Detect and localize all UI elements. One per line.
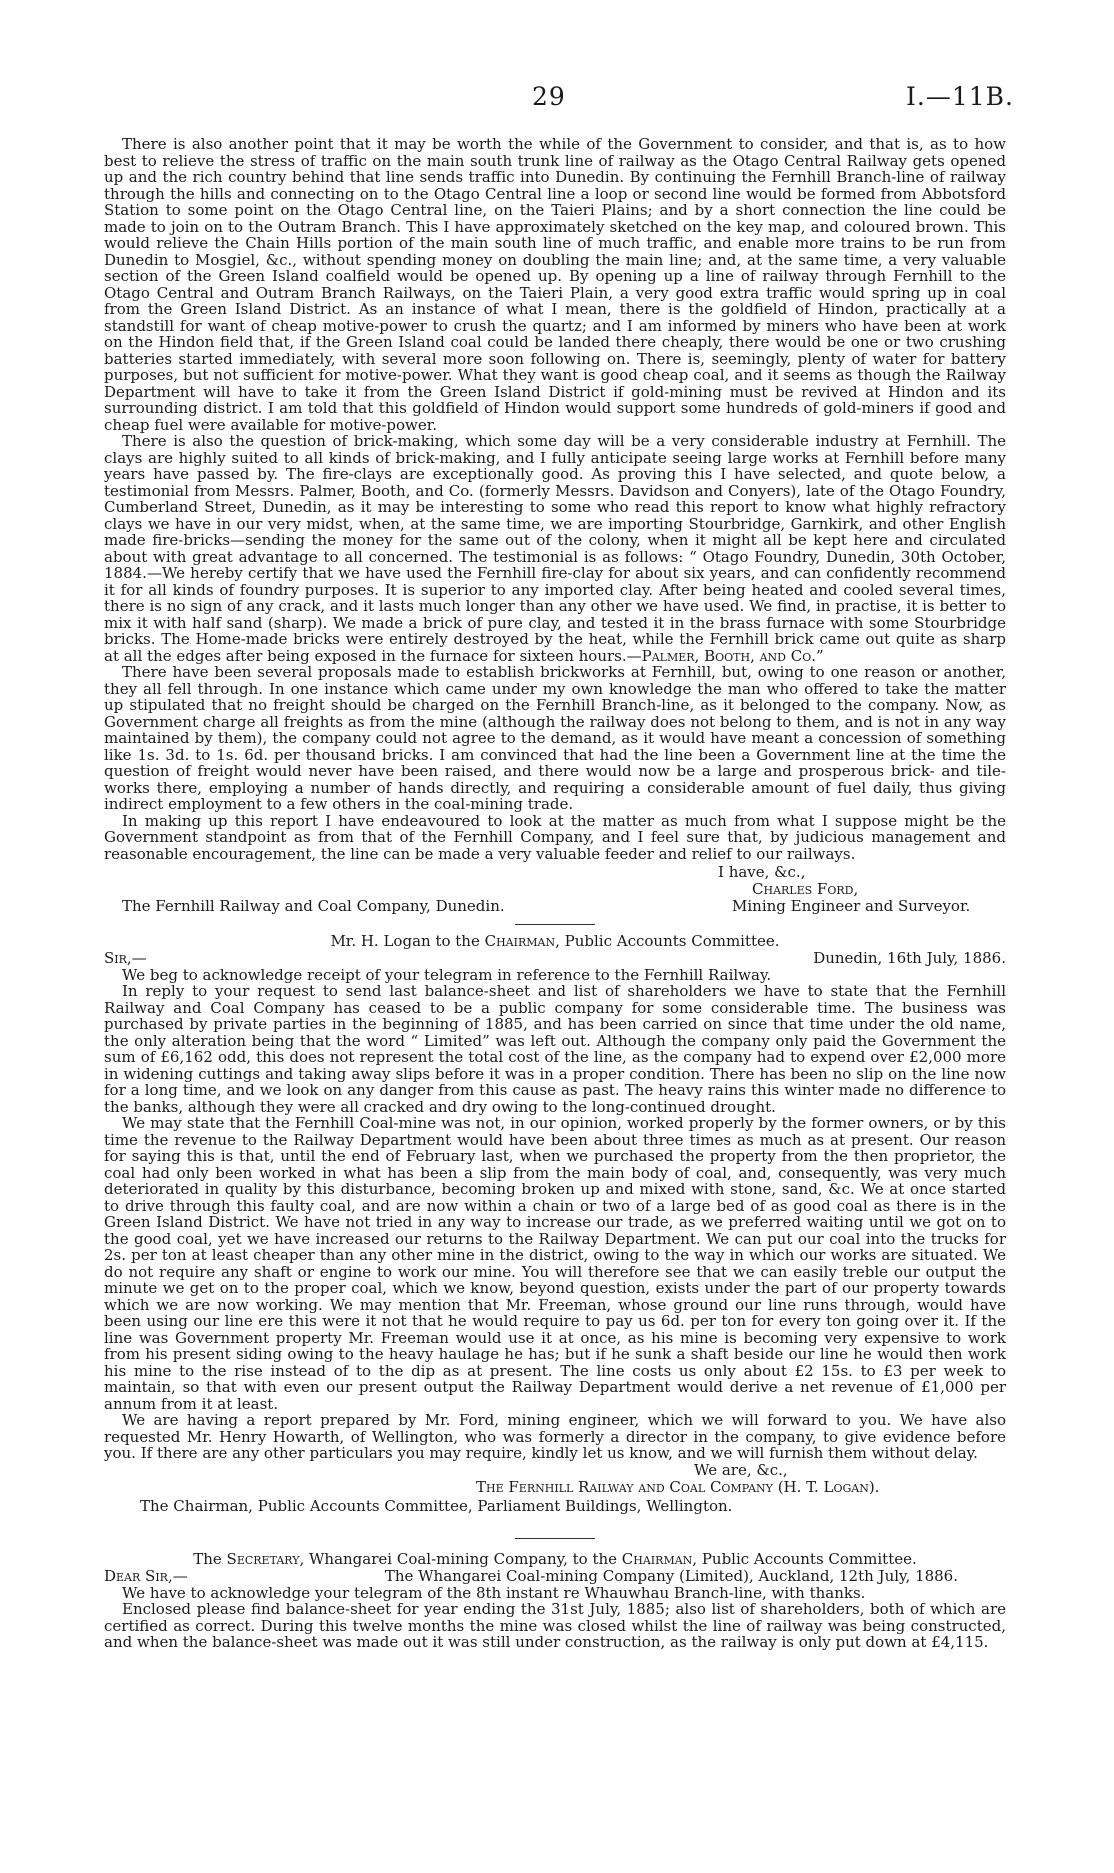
heading-chairman: Chairman — [484, 932, 556, 950]
heading-rest: , Public Accounts Committee. — [555, 932, 780, 950]
section-divider — [515, 1538, 595, 1539]
page-header — [0, 82, 1114, 112]
salutation-row — [104, 1568, 1006, 1585]
testimonial-signature: Palmer, Booth, and Co.” — [641, 646, 824, 665]
addressee: The Chairman, Public Accounts Committee, Parliament Buildings, Wellington. — [140, 1496, 733, 1515]
heading-middle: , Whangarei Coal-mining Company, to the — [299, 1550, 622, 1568]
place-date: The Whangarei Coal-mining Company (Limited), Auckland, 12th July, 1886. — [384, 1566, 958, 1585]
paragraph: We beg to acknowledge receipt of your telegram in reference to the Fernhill Railway. — [122, 965, 772, 984]
signatory-name: Charles Ford, — [752, 880, 859, 898]
signatory-title: Mining Engineer and Surveyor. — [732, 897, 971, 915]
paragraph: We have to acknowledge your telegram of the 8th instant re Whauwhau Branch-line, with thanks. — [122, 1583, 866, 1602]
paragraph: In reply to your request to send last balance-sheet and list of shareholders we have to state that the Fernhill Railway and Coal Company has ceased to be a public company for some considerable time. The business was purchased by private parties in the beginning of 1885, and has been carried on since that time under the old name, the only alteration being that the word “ Limited” was left out. Although the company only paid the Government the sum of £6,162 odd, this does not represent the total cost of the line, as the company had to expend over £2,000 more in widening cuttings and taking away slips before it was in a proper condition. There has been no slip on the line now for a long time, and we look on any danger from this cause as past. The heavy rains this winter made no difference to the banks, although they were all cracked and dry owing to the long-continued drought. — [104, 982, 1006, 1116]
page-body — [104, 136, 1006, 1651]
salutation: Sir,— — [104, 948, 147, 967]
paragraph: We are having a report prepared by Mr. Ford, mining engineer, which we will forward to you. We have also requested Mr. Henry Howarth, of Wellington, who was formerly a director in the company, to give evidence before you. If there are any other particulars you may require, kindly let us know, and we will furnish them without delay. — [104, 1411, 1006, 1462]
signatory-name: The Fernhill Railway and Coal Company (H. T. Logan). — [476, 1477, 880, 1496]
salutation-row — [104, 950, 1006, 967]
heading-from: Mr. H. Logan — [330, 932, 431, 950]
address-row — [104, 898, 1006, 916]
page-number: 29 — [532, 82, 566, 111]
paragraph: We may state that the Fernhill Coal-mine was not, in our opinion, worked properly by the former owners, or by this time the revenue to the Railway Department would have been about three times as much as at present. Our reason for saying this is that, until the end of February last, when we purchased the property from the then proprietor, the coal had only been worked in what has been a slip from the main body of coal, and, consequently, was very much deteriorated in quality by this disturbance, becoming broken up and mixed with stone, sand, &c. We at once started to drive through this faulty coal, and are now within a chain or two of a large bed of as good coal as there is in the Green Island District. We have not tried in any way to increase our trade, as we preferred waiting until we got on to the good coal, yet we have increased our returns to the Railway Department. We can put our coal into the trucks for 2s. per ton at least cheaper than any other mine in the district, owing to the way in which our works are situated. We do not require any shaft or engine to work our mine. You will therefore see that we can easily treble our output the minute we get on to the proper coal, which we know, beyond question, exists under the part of our property towards which we are now working. We may mention that Mr. Freeman, whose ground our line runs through, would have been using our line ere this were it not that he would require to pay us 6d. per ton for every ton going over it. If the line was Government property Mr. Freeman would use it at once, as his mine is becoming very expensive to work from his present siding owing to the heavy haulage he has; but if he sunk a shaft beside our line he would then work his mine to the rise instead of to the dip as at present. The line costs us only about £2 15s. to £3 per week to maintain, so that with even our present output the Railway Department would derive a net revenue of £1,000 per annum from it at least. — [104, 1114, 1006, 1413]
paragraph — [104, 433, 1006, 664]
salutation: Dear Sir,— — [104, 1566, 188, 1585]
place-date: Dunedin, 16th July, 1886. — [813, 948, 1006, 967]
closing-text: I have, &c., — [718, 863, 806, 881]
heading-secretary: Secretary — [226, 1550, 300, 1568]
page-reference: I.—11B. — [906, 82, 1014, 111]
addressee: The Fernhill Railway and Coal Company, Dunedin. — [122, 897, 505, 915]
closing-text: We are, &c., — [694, 1460, 788, 1479]
paragraph-text: There is also the question of brick-making, which some day will be a very considerable industry at Fernhill. The clays are highly suited to all kinds of brick-making, and I fully anticipate seeing large works at Fernhill before many years have passed by. The fire-clays are exceptionally good. As proving this I have selected, and quote below, a testimonial from Messrs. Palmer, Booth, and Co. (formerly Messrs. Davidson and Conyers), late of the Otago Foundry, Cumberland Street, Dunedin, as it may be interesting to some who read this report to know what highly refractory clays we have in our very midst, when, at the same time, we are importing Stourbridge, Garnkirk, and other English made fire-bricks—sending the money for the same out of the colony, when it might all be kept here and circulated about with great advantage to all concerned. The testimonial is as follows: “ Otago Foundry, Dunedin, 30th October, 1884.—We hereby certify that we have used the Fernhill fire-clay for about six years, and can confidently recommend it for all kinds of foundry purposes. It is superior to any imported clay. After being heated and cooled several times, there is no sign of any crack, and it lasts much longer than any other we have used. We find, in practise, it is better to mix it with half sand (sharp). We made a brick of pure clay, and tested it in the brass furnace with some Stourbridge bricks. The Home-made bricks were entirely destroyed by the heat, while the Fernhill brick came out quite as sharp at all the edges after being exposed in the furnace for sixteen hours.— — [104, 432, 1006, 665]
heading-chairman: Chairman — [621, 1550, 693, 1568]
letter-heading — [104, 933, 1006, 950]
paragraph: There is also another point that it may be worth the while of the Government to consider, and that is, as to how best to relieve the stress of traffic on the main south trunk line of railway as the Otago Central Railway gets opened up and the rich country behind that line sends traffic into Dunedin. By continuing the Fernhill Branch-line of railway through the hills and connecting on to the Otago Central line a loop or second line would be formed from Abbotsford Station to some point on the Otago Central line, on the Taieri Plains; and by a short connection the line could be made to join on to the Outram Branch. This I have approximately sketched on the key map, and coloured brown. This would relieve the Chain Hills portion of the main south line of much traffic, and enable more trains to be run from Dunedin to Mosgiel, &c., without spending money on doubling the main line; and, at the same time, a very valuable section of the Green Island coalfield would be opened up. By opening up a line of railway through Fernhill to the Otago Central and Outram Branch Railways, on the Taieri Plain, a very good extra traffic would spring up in coal from the Green Island District. As an instance of what I mean, there is the goldfield of Hindon, practically at a standstill for want of cheap motive-power to crush the quartz; and I am informed by miners who have been at work on the Hindon field that, if the Green Island coal could be landed there cheaply, there would be one or two crushing batteries started immediately, with several more soon following on. There is, seemingly, plenty of water for battery purposes, but not sufficient for motive-power. What they want is good cheap coal, and it seems as though the Railway Department will have to take it from the Green Island District if gold-mining must be revived at Hindon and its surrounding district. I am told that this goldfield of Hindon would support some hundreds of gold-miners if good and cheap fuel were available for motive-power. — [104, 135, 1006, 434]
heading-to: to the — [430, 932, 485, 950]
paragraph: In making up this report I have endeavoured to look at the matter as much from what I suppose might be the Government standpoint as from that of the Fernhill Company, and I feel sure that, by judicious management and reasonable encouragement, the line can be made a very valuable feeder and relief to our railways. — [104, 811, 1006, 863]
letter-heading — [104, 1551, 1006, 1568]
paragraph: There have been several proposals made to establish brickworks at Fernhill, but, owing to one reason or another, they all fell through. In one instance which came under my own knowledge the man who offered to take the matter up stipulated that no freight should be charged on the Fernhill Branch-line, as it belonged to the company. Now, as Government charge all freights as from the mine (although the railway does not belong to them, and is not in any way maintained by them), the company could not agree to the demand, as it would have meant a concession of something like 1s. 3d. to 1s. 6d. per thousand bricks. I am convinced that had the line been a Government line at the time the question of freight would never have been raised, and there would now be a large and prosperous brick- and tile-works there, employing a number of hands directly, and requiring a considerable amount of fuel daily, thus giving indirect employment to a few others in the coal-mining trade. — [104, 663, 1006, 813]
paragraph: Enclosed please find balance-sheet for year ending the 31st July, 1885; also list of shareholders, both of which are certified as correct. During this twelve months the mine was closed whilst the line of railway was being constructed, and when the balance-sheet was made out it was still under construction, as the railway is only put down at £4,115. — [104, 1600, 1006, 1651]
signoff-block — [104, 1462, 1006, 1498]
heading-the: The — [193, 1550, 227, 1568]
heading-rest: , Public Accounts Committee. — [692, 1550, 917, 1568]
section-divider — [515, 924, 595, 925]
